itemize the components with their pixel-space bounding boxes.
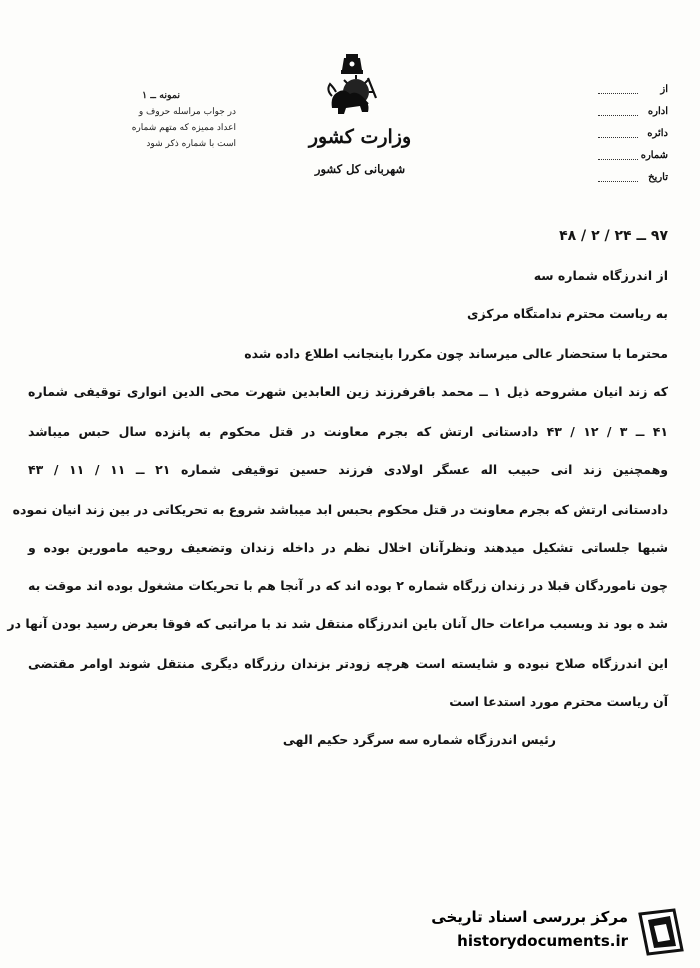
letter-line: شبها جلساتی تشکیل میدهند ونظرآنان اخلال نظم در داخله زندان وتضعیف روحیه مامورین بوده و	[28, 540, 668, 555]
lion-and-sun-emblem-icon	[322, 52, 382, 118]
watermark-url: historydocuments.ir	[457, 932, 628, 950]
field-division	[596, 122, 668, 144]
field-date	[596, 166, 668, 188]
letter-signature: رئیس اندرزگاه شماره سه سرگرد حکیم الهی	[282, 732, 556, 747]
field-label: دائره	[647, 127, 668, 139]
field-dotted-line	[598, 151, 638, 160]
form-note-line: است با شماره ذکر شود	[146, 139, 236, 149]
letter-line: شد ه بود ند وبسبب مراعات حال آنان باین اندرزگاه منتقل شد ند با مراتبی که فوقا بعرض رسید بودن آنها در	[7, 616, 668, 631]
field-dotted-line	[598, 107, 638, 116]
letter-from: از اندرزگاه شماره سه	[533, 268, 668, 283]
form-note-line: در جواب مراسله حروف و	[138, 107, 236, 117]
watermark-title: مرکز بررسی اسناد تاریخی	[431, 908, 628, 926]
form-note-line: اعداد ممیزه که متهم شماره	[131, 123, 236, 133]
field-number	[596, 144, 668, 166]
field-dotted-line	[598, 85, 638, 94]
field-office	[596, 100, 668, 122]
field-dotted-line	[598, 129, 638, 138]
letter-to: به ریاست محترم ندامتگاه مرکزی	[467, 306, 668, 321]
field-dotted-line	[598, 173, 638, 182]
field-label: تاریخ	[648, 171, 668, 183]
form-note	[86, 88, 236, 152]
letter-line: وهمچنین زند انی حبیب اله عسگر اولادی فرزند حسین توقیفی شماره ۲۱ ــ ۱۱ / ۱۱ / ۴۳	[28, 462, 669, 477]
watermark	[408, 906, 694, 958]
letter-line: ۴۱ ــ ۳ / ۱۲ / ۴۳ دادستانی ارتش که بجرم معاونت در قتل محکوم به پانزده سال حبس میباشد	[28, 424, 668, 439]
letter-line: آن ریاست محترم مورد استدعا است	[449, 694, 668, 709]
letter-line: چون ناموردگان قبلا در زندان زرگاه شماره ۲ بوده اند که در آنجا هم با تحریکات مشغول بوده اند موقت به	[28, 578, 669, 593]
letter-line: محترما با ستحضار عالی میرساند چون مکررا باینجانب اطلاع داده شده	[244, 346, 668, 361]
field-label: از	[660, 83, 668, 95]
form-note-title: نمونه ــ ۱	[141, 90, 181, 101]
archive-logo-icon	[634, 906, 688, 958]
letter-line: دادستانی ارتش که بجرم معاونت در قتل محکوم بحبس ابد میباشد شروع به تحریکاتی در بین زند انیان نموده	[12, 502, 668, 517]
field-label: اداره	[647, 105, 668, 117]
department-name: شهربانی کل کشور	[314, 162, 406, 176]
ministry-name: وزارت کشور	[308, 126, 412, 148]
field-from	[596, 78, 668, 100]
letter-line: این اندرزگاه صلاح نبوده و شایسته است هرچه زودتر بزندان رزرگاه دیگری منتقل شوند اوامر مقتضی	[28, 656, 668, 671]
letter-number: ۹۷ ــ ۲۴ / ۲ / ۴۸	[559, 228, 668, 244]
header-fields	[596, 78, 668, 188]
field-label: شماره	[640, 149, 668, 161]
letter-line: که زند انیان مشروحه ذیل ۱ ــ محمد باقرفرزند زین العابدین شهرت محی الدین انواری توقیفی شماره	[28, 384, 668, 399]
